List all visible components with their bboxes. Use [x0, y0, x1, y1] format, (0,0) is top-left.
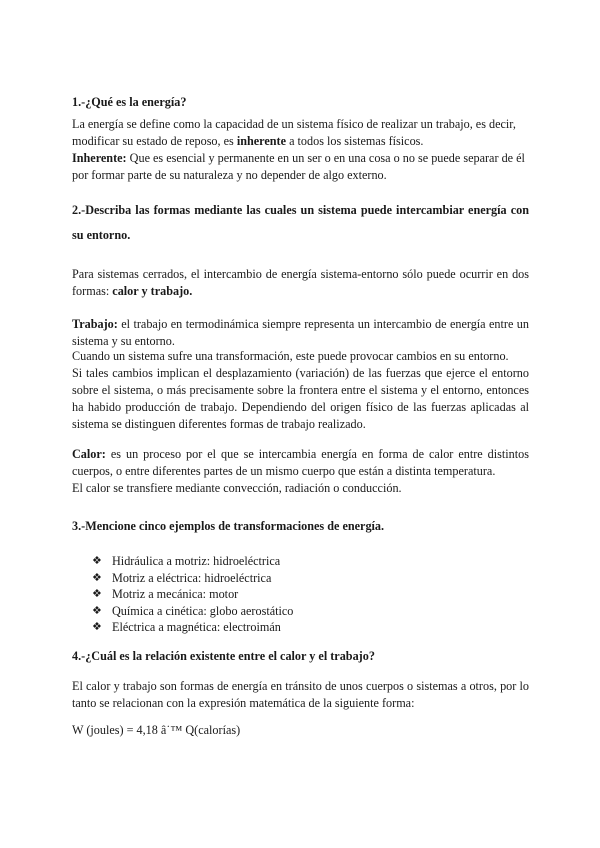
section-1-inherente [72, 150, 529, 184]
list-item [92, 586, 512, 603]
inherente-label: Inherente: [72, 151, 127, 165]
definition-text-a: La energía se define como la capacidad de un sistema físico de realizar un trabajo, es decir, modificar su estado de reposo, es [72, 117, 516, 148]
section-1-definition [72, 116, 529, 150]
section-2-intro [72, 266, 529, 300]
list-item [92, 553, 512, 570]
diamond-bullet-icon: ❖ [92, 603, 102, 617]
intro-bold: calor y trabajo. [112, 284, 193, 298]
trabajo-label: Trabajo: [72, 317, 118, 331]
trabajo-paragraph [72, 316, 529, 350]
trabajo-line-2: Cuando un sistema sufre una transformación, este puede provocar cambios en su entorno. [72, 349, 509, 363]
calor-line-2: El calor se transfiere mediante convección, radiación o conducción. [72, 481, 402, 495]
section-4-paragraph: El calor y trabajo son formas de energía en tránsito de unos cuerpos o sistemas a otros, por lo tanto se relacionan con la expresión matemática de la siguiente forma: [72, 679, 529, 710]
definition-bold-term: inherente [236, 134, 287, 148]
trabajo-text: el trabajo en termodinámica siempre representa un intercambio de energía entre un sistema y su entorno. [72, 317, 529, 348]
diamond-bullet-icon: ❖ [92, 620, 102, 634]
list-item-text: Eléctrica a magnética: electroimán [112, 620, 281, 635]
diamond-bullet-icon: ❖ [92, 554, 102, 567]
calor-text: es un proceso por el que se intercambia energía en forma de calor entre distintos cuerpos, o entre diferentes partes de un mismo cuerpo que están a distinta temperatura. [72, 447, 529, 478]
list-item-text: Motriz a mecánica: motor [112, 587, 239, 602]
transformations-list [92, 553, 512, 636]
list-item [92, 619, 512, 636]
intro-text: Para sistemas cerrados, el intercambio de energía sistema-entorno sólo puede ocurrir en dos formas: [72, 267, 529, 298]
trabajo-line-3: Si tales cambios implican el desplazamiento (variación) de las fuerzas que ejerce el entorno sobre el sistema, o más precisamente sobre la frontera entre el sistema y el entorno, entonces ha habido producción de trabajo. Dependiendo del origen físico de las fuerzas aplicadas al sistema se distinguen diferentes formas de trabajo realizado. [72, 366, 529, 431]
definition-text-b: a todos los sistemas físicos. [286, 134, 424, 148]
list-item [92, 570, 512, 587]
list-item [92, 603, 512, 620]
section-4-heading: 4.-¿Cuál es la relación existente entre el calor y el trabajo? [72, 649, 375, 663]
list-item-text: Química a cinética: globo aerostático [112, 603, 294, 618]
calor-paragraph [72, 446, 529, 480]
diamond-bullet-icon: ❖ [92, 570, 102, 584]
list-item-text: Motriz a eléctrica: hidroeléctrica [112, 570, 272, 585]
diamond-bullet-icon: ❖ [92, 587, 102, 601]
section-3-heading: 3.-Mencione cinco ejemplos de transformaciones de energía. [72, 519, 385, 533]
calor-label: Calor: [72, 447, 106, 461]
inherente-text: Que es esencial y permanente en un ser o en una cosa o no se puede separar de él por formar parte de su naturaleza y no depender de algo externo. [72, 151, 525, 182]
list-item-text: Hidráulica a motriz: hidroeléctrica [112, 554, 281, 568]
section-1-heading: 1.-¿Qué es la energía? [72, 95, 187, 109]
section-2-heading: 2.-Describa las formas mediante las cuales un sistema puede intercambiar energía con su entorno. [72, 203, 529, 242]
formula: W (joules) = 4,18 â˙™ Q(calorías) [72, 723, 241, 737]
